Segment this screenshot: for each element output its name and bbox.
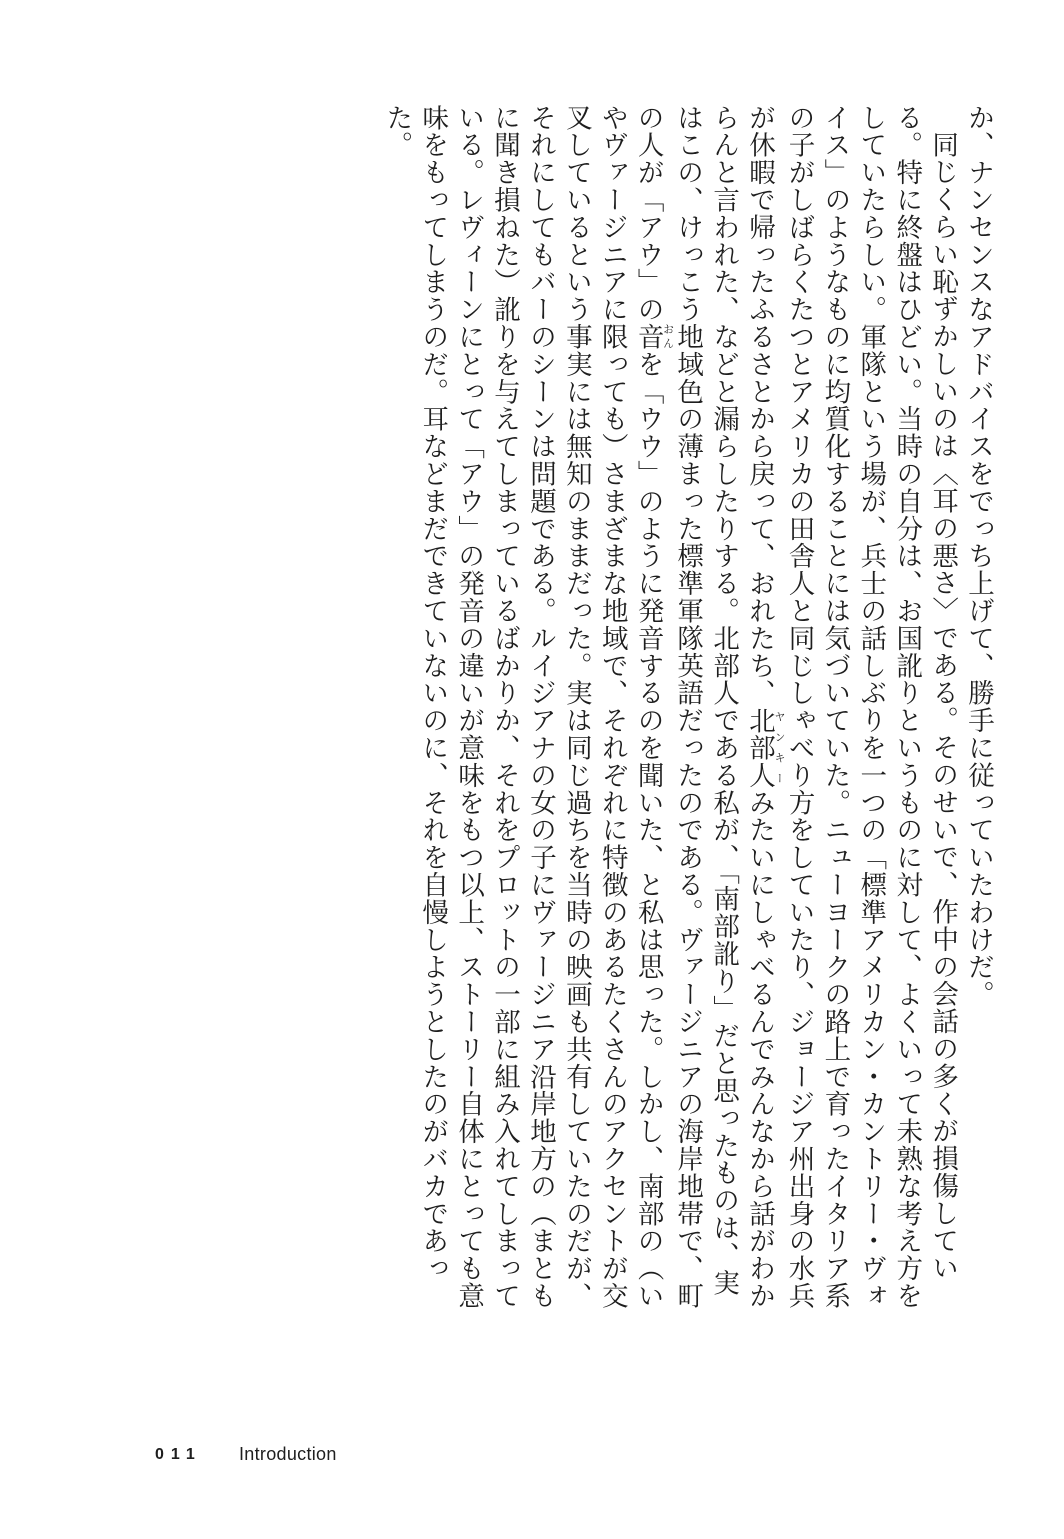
paragraph: [960, 104, 996, 1314]
text-run: 同じくらい恥ずかしいのは〈耳の悪さ〉である。そのせいで、作中の会話の多くが損傷している。特に終盤はひどい。当時の自分は、お国訛りというものに対して、よくいって未熟な考え方をしていたらしい。軍隊という場が、兵士の話しぶりを一つの「標準アメリカン・カントリー・ヴォイス」のようなものに均質化することには気づいていた。ニューヨークの路上で育ったイタリア系の子がしばらくたつとアメリカの田舎人と同じしゃべり方をしていたり、ジョージア州出身の水兵が休暇で帰ったふるさとから戻って、おれたち、: [743, 104, 959, 1310]
ruby-reading: ヤンキー: [772, 706, 786, 789]
text-run: みたいにしゃべるんでみんなから話がわからんと言われた、などと漏らしたりする。北部人である私が、「南部訛り」だと思ったものは、実はこの、けっこう地域色の薄まった標準軍隊英語だったのである。ヴァージニアの海岸地帯で、町の人が「アウ」の: [632, 104, 775, 1310]
ruby-annotation: [632, 323, 675, 351]
text-run: か、ナンセンスなアドバイスをでっち上げて、勝手に従っていたわけだ。: [963, 104, 994, 1009]
ruby-base: 北部人: [743, 706, 775, 790]
page-footer: [155, 1444, 337, 1465]
paragraph: [378, 104, 960, 1314]
ruby-annotation: [743, 706, 786, 790]
page-number: 011: [155, 1445, 202, 1463]
ruby-reading: おん: [661, 323, 675, 351]
section-title: Introduction: [239, 1444, 337, 1464]
text-run: を「ウウ」のように発音するのを聞いた、と私は思った。しかし、南部の（いやヴァージニアに限っても）さまざまな地域で、それぞれに特徴のあるたくさんのアクセントが交叉しているという事実には無知のままだった。実は同じ過ちを当時の映画も共有していたのだが、それにしてもバーのシーンは問題である。ルイジアナの女の子にヴァージニア沿岸地方の（まともに聞き損ねた）訛りを与えてしまっているばかりか、それをプロットの一部に組み入れてしまっている。レヴィーンにとって「アウ」の発音の違いが意味をもつ以上、ストーリー自体にとっても意味をもってしまうのだ。耳などまだできていないのに、それを自慢しようとしたのがバカであった。: [381, 104, 664, 1310]
body-text: [66, 104, 996, 1314]
ruby-base: 音: [632, 323, 664, 351]
